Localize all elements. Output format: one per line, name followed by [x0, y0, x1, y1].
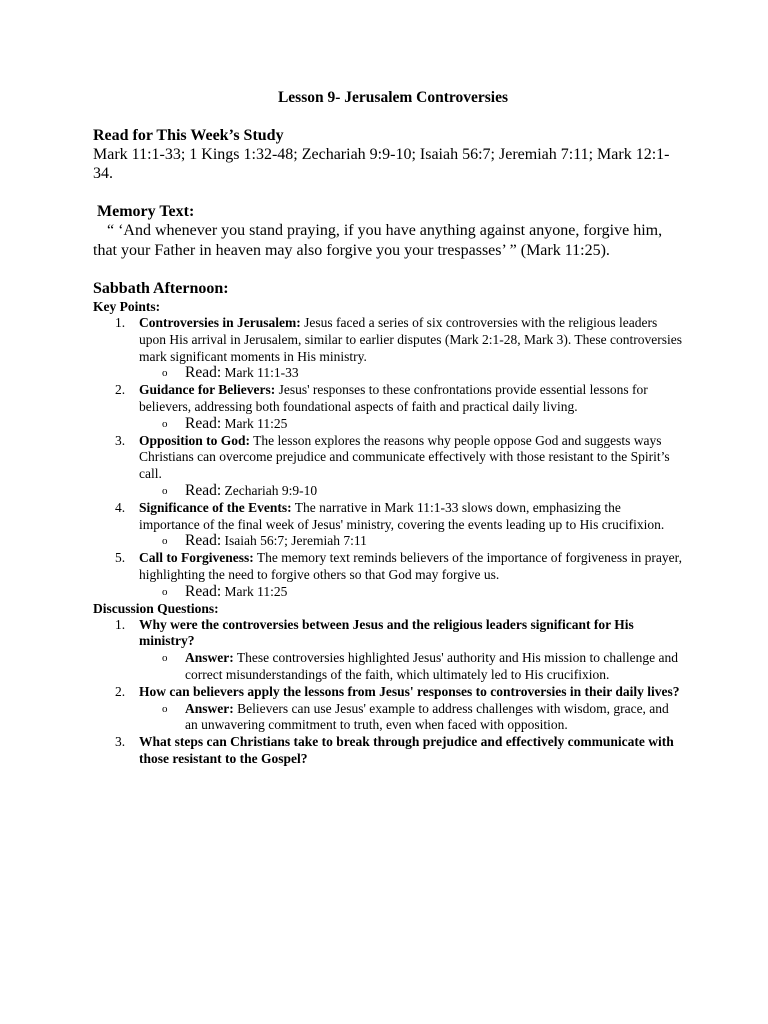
key-point-item	[93, 382, 683, 432]
read-label: Read:	[185, 481, 222, 499]
key-point-item	[93, 315, 683, 382]
bullet-marker: o	[162, 585, 168, 598]
sabbath-heading: Sabbath Afternoon:	[93, 280, 229, 297]
key-point-label: Significance of the Events:	[139, 499, 292, 515]
key-point-text: Jesus' responses to these confrontations provide essential lessons for believers, addressing both foundational aspects of faith and practical daily living.	[139, 382, 648, 414]
bullet-marker: o	[162, 417, 168, 430]
discussion-list	[93, 617, 683, 768]
bullet-marker: o	[162, 367, 168, 380]
answer-item	[93, 650, 683, 684]
item-number: 3.	[115, 432, 126, 448]
item-number: 1.	[115, 315, 126, 330]
key-point-text: The lesson explores the reasons why people oppose God and suggests ways Christians can overcome prejudice and communicate effectively with those resistant to the Spirit’s call.	[139, 432, 670, 482]
read-label: Read:	[185, 582, 222, 600]
item-number: 4.	[115, 499, 126, 515]
key-point-label: Guidance for Believers:	[139, 382, 276, 398]
discussion-question: Why were the controversies between Jesus and the religious leaders significant for His ministry?	[139, 616, 634, 649]
read-label: Read:	[185, 414, 222, 432]
item-number: 5.	[115, 550, 126, 566]
discussion-heading: Discussion Questions:	[93, 600, 219, 616]
read-reference: Isaiah 56:7; Jeremiah 7:11	[224, 533, 367, 549]
item-number: 1.	[115, 616, 126, 632]
key-point-item	[93, 433, 683, 500]
read-item	[93, 365, 683, 382]
key-point-item	[93, 500, 683, 550]
read-reference: Mark 11:25	[224, 583, 288, 599]
key-point-text: Jesus faced a series of six controversies with the religious leaders upon His arrival in Jerusalem, similar to earlier disputes (Mark 2:1-28, Mark 3). These controversies mark significant moments in His ministry.	[139, 315, 682, 364]
key-points-heading: Key Points:	[93, 299, 161, 314]
discussion-item	[93, 617, 683, 684]
key-point-item	[93, 550, 683, 600]
key-point-label: Opposition to God:	[139, 432, 251, 448]
read-reference: Mark 11:25	[224, 415, 288, 431]
key-point-text: The narrative in Mark 11:1-33 slows down, emphasizing the importance of the final week of Jesus' ministry, covering the events leading up to His crucifixion.	[139, 499, 665, 532]
discussion-item	[93, 734, 683, 768]
answer-text: These controversies highlighted Jesus' authority and His mission to challenge and correct misunderstandings of the faith, which ultimately led to His crucifixion.	[185, 650, 678, 682]
bullet-marker: o	[162, 652, 168, 665]
item-number: 2.	[115, 683, 126, 699]
answer-label: Answer:	[185, 700, 234, 716]
key-point-label: Call to Forgiveness:	[139, 550, 254, 566]
bullet-marker: o	[162, 484, 168, 497]
memory-text: “ ‘And whenever you stand praying, if you have anything against anyone, forgive him, that your Father in heaven may also forgive you your trespasses’ ” (Mark 11:25).	[93, 222, 663, 259]
key-point-text: The memory text reminds believers of the importance of forgiveness in prayer, highlighting the need to forgive others so that God may forgive us.	[139, 550, 682, 582]
answer-label: Answer:	[185, 650, 234, 666]
read-reference: Zechariah 9:9-10	[224, 482, 318, 498]
discussion-item	[93, 684, 683, 734]
read-item	[93, 483, 683, 500]
discussion-question: What steps can Christians take to break through prejudice and effectively communicate with those resistant to the Gospel?	[139, 734, 674, 766]
read-item	[93, 416, 683, 433]
lesson-title: Lesson 9- Jerusalem Controversies	[277, 89, 509, 106]
study-references: Mark 11:1-33; 1 Kings 1:32-48; Zechariah 9:9-10; Isaiah 56:7; Jeremiah 7:11; Mark 12:1-34.	[93, 146, 670, 182]
read-label: Read:	[185, 532, 222, 550]
answer-text: Believers can use Jesus' example to address challenges with wisdom, grace, and an unwavering commitment to truth, even when faced with opposition.	[185, 700, 669, 733]
read-reference: Mark 11:1-33	[224, 365, 299, 381]
read-item	[93, 584, 683, 601]
item-number: 3.	[115, 734, 126, 750]
bullet-marker: o	[162, 535, 168, 548]
key-points-list	[93, 315, 683, 601]
bullet-marker: o	[162, 702, 168, 715]
read-item	[93, 533, 683, 550]
study-heading: Read for This Week’s Study	[93, 127, 284, 144]
answer-item	[93, 701, 683, 735]
memory-heading: Memory Text:	[97, 203, 195, 220]
discussion-question: How can believers apply the lessons from Jesus' responses to controversies in their daily lives?	[139, 683, 680, 699]
read-label: Read:	[185, 364, 222, 382]
key-point-label: Controversies in Jerusalem:	[139, 315, 301, 330]
document-content	[93, 88, 683, 768]
item-number: 2.	[115, 382, 126, 398]
